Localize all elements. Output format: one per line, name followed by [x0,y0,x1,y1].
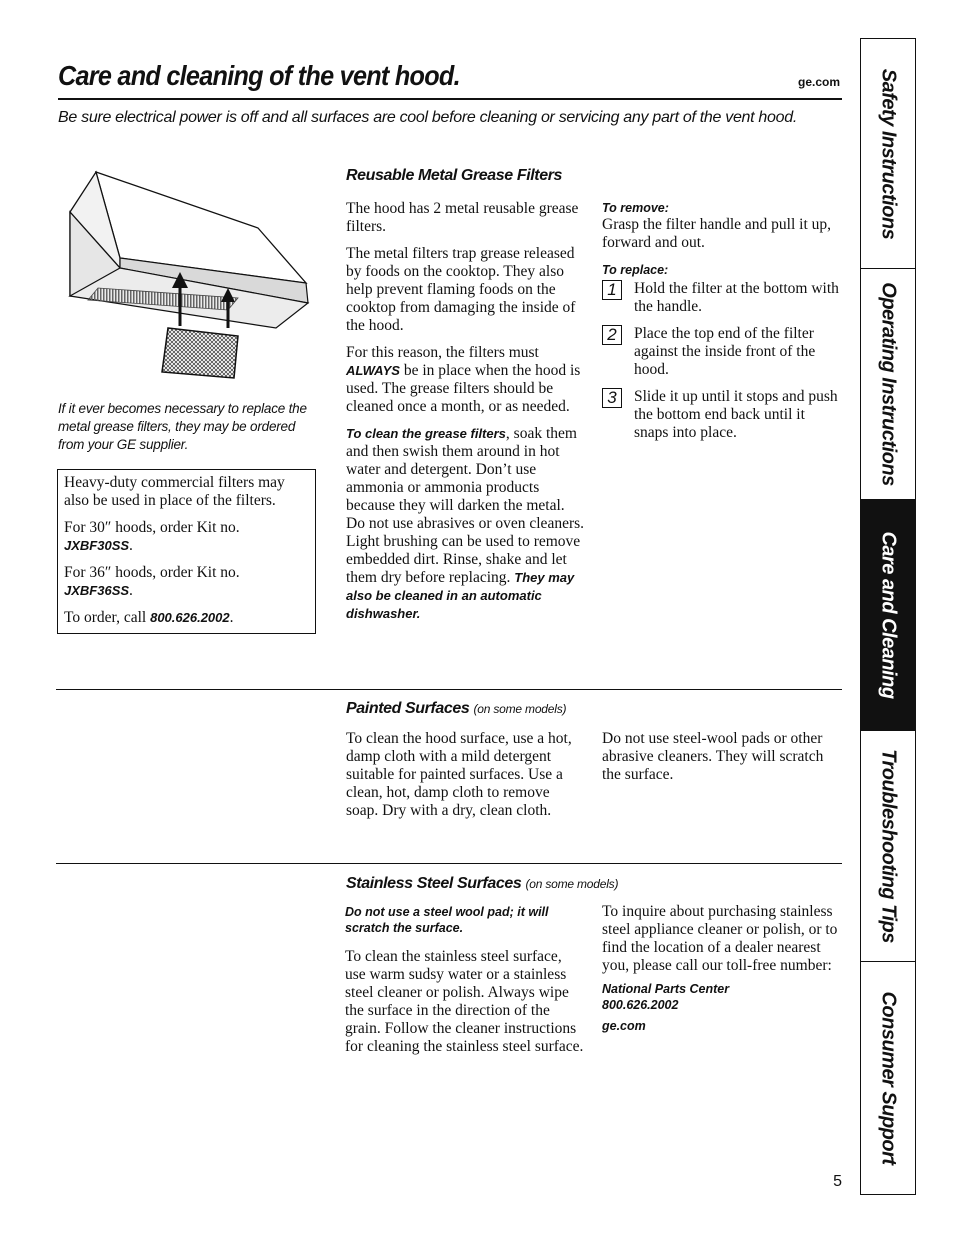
parts-center-phone[interactable]: 800.626.2002 [602,998,679,1012]
step-number-box: 1 [602,280,622,300]
tab-safety-instructions[interactable]: Safety Instructions [861,39,915,269]
page-number: 5 [833,1173,842,1190]
kit-box-text: Heavy-duty commercial filters may also be used in place of the filters. [64,474,285,509]
step-number-box: 2 [602,325,622,345]
steel-wool-warning: Do not use a steel wool pad; it will scratch the surface. [345,905,549,935]
dishwasher-note: They may also be cleaned in an automatic dishwasher. [346,570,575,621]
grease-filters-column-2 [602,200,842,451]
stainless-surfaces-heading: Stainless Steel Surfaces (on some models) [346,875,619,892]
tab-consumer-support[interactable]: Consumer Support [877,990,900,1165]
clean-filters-label: To clean the grease filters [346,426,506,441]
parts-center-name: National Parts Center [602,982,730,996]
kit-36-line: For 36″ hoods, order Kit no. JXBF36SS. [64,564,240,599]
title-rule [58,98,842,100]
remove-label: To remove: [602,201,669,215]
filters-always-paragraph: For this reason, the filters must ALWAYS be in place when the hood is used. The grease filters should be cleaned once a month, or as needed. [346,344,581,415]
illustration-caption: If it ever becomes necessary to replace the metal grease filters, they may be ordered from your GE supplier. [58,401,307,452]
painted-text-1: To clean the hood surface, use a hot, damp cloth with a mild detergent suitable for painted surfaces. Use a clean, hot, damp cloth to remove soap. Dry with a dry, clean cloth. [346,730,572,819]
step-text: Place the top end of the filter against the inside front of the hood. [634,325,816,378]
clean-filters-paragraph: To clean the grease filters, soak them and then swish them around in hot water and detergent. Don’t use ammonia or ammonia products because they will darken the metal. Do not use abrasives or oven cleaners. Light brushing can be used to remove embedded dirt. Rinse, shake and let them dry before replacing. They may also be cleaned in an automatic dishwasher. [346,425,585,621]
stainless-inquiry-text: To inquire about purchasing stainless steel appliance cleaner or polish, or to find the location of a dealer nearest you, please call our toll-free number: [602,903,838,974]
section-divider [56,863,842,864]
filters-paragraph: The metal filters trap grease released by foods on the cooktop. They also help prevent flaming foods on the cooktop from damaging the inside of the hood. [346,245,576,334]
replace-step [602,388,842,442]
remove-text: Grasp the filter handle and pull it up, forward and out. [602,216,831,251]
stainless-column-1 [345,904,585,1056]
tab-troubleshooting-tips[interactable]: Troubleshooting Tips [861,731,915,962]
page-title: Care and cleaning of the vent hood. [58,60,460,91]
stainless-column-2 [602,903,842,1034]
section-tabs [860,38,916,1195]
step-number-box: 3 [602,388,622,408]
grease-filters-heading: Reusable Metal Grease Filters [346,167,563,184]
parts-center-site[interactable]: ge.com [602,1019,646,1033]
step-text: Slide it up until it stops and push the bottom end back until it snaps into place. [634,388,838,441]
kit-30-line: For 30″ hoods, order Kit no. JXBF30SS. [64,519,240,554]
intro-warning: Be sure electrical power is off and all surfaces are cool before cleaning or servicing any part of the vent hood. [58,109,797,126]
grease-filters-column-1 [346,200,586,623]
site-link[interactable]: ge.com [797,75,840,89]
replace-label: To replace: [602,263,669,277]
replace-step [602,325,842,379]
vent-hood-icon [58,168,318,383]
model-note: (on some models) [473,702,567,716]
tab-care-and-cleaning[interactable]: Care and Cleaning [861,500,915,731]
painted-text-2: Do not use steel-wool pads or other abrasive cleaners. They will scratch the surface. [602,730,824,783]
kit-30-number: JXBF30SS [64,538,130,553]
tab-operating-instructions[interactable]: Operating Instructions [861,269,915,500]
vent-hood-filter-illustration [58,168,318,383]
kit-36-number: JXBF36SS [64,583,130,598]
stainless-cleaning-text: To clean the stainless steel surface, use warm sudsy water or a stainless steel cleaner or polish. Always wipe the surface in the direction of the grain. Follow the cleaner instructions for cleaning the stainless steel surface. [345,948,584,1055]
painted-surfaces-heading: Painted Surfaces (on some models) [346,700,567,717]
section-divider [56,689,842,690]
filters-paragraph: The hood has 2 metal reusable grease filters. [346,200,579,235]
order-phone: 800.626.2002 [150,610,230,625]
model-note: (on some models) [525,877,619,891]
order-line: To order, call 800.626.2002. [64,609,234,626]
step-text: Hold the filter at the bottom with the handle. [634,280,839,315]
kit-info-box [57,469,316,634]
replace-step [602,280,842,316]
